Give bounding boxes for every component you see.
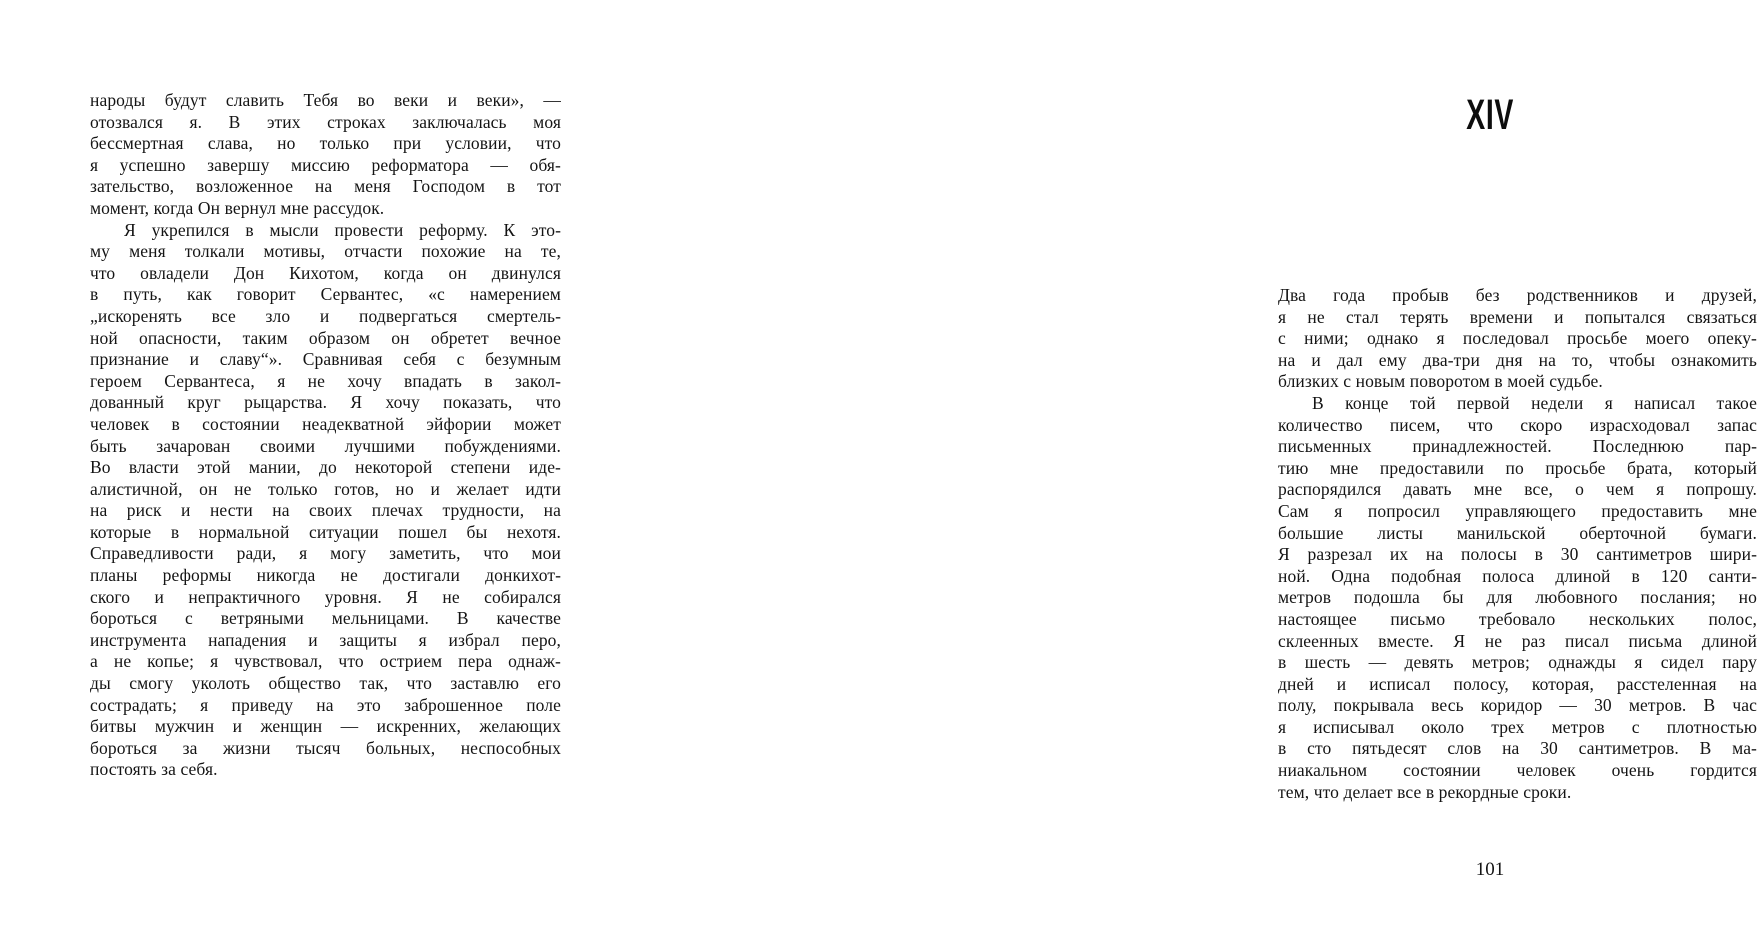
text-line: битвы мужчин и женщин — искренних, желающих	[90, 716, 561, 737]
text-line: постоять за себя.	[90, 759, 218, 780]
text-line: с ними; однако я последовал просьбе моего опеку-	[1278, 328, 1757, 349]
text-line: в шесть — девять метров; однажды я сидел пару	[1278, 652, 1757, 673]
text-line: на риск и нести на своих плечах трудности, на	[90, 500, 561, 521]
text-line: бороться с ветряными мельницами. В качестве	[90, 608, 561, 629]
text-line: инструмента нападения и защиты я избрал перо,	[90, 629, 561, 650]
text-line: метров подошла бы для любовного послания; но	[1278, 587, 1757, 608]
text-line: сострадать; я приведу на это заброшенное поле	[90, 694, 561, 715]
text-line: я исписывал около трех метров с плотностью	[1278, 716, 1757, 737]
text-line: бессмертная слава, но только при условии, что	[90, 133, 561, 154]
text-line: быть зачарован своими лучшими побуждениями.	[90, 435, 561, 456]
text-line: ды смогу уколоть общество так, что заставлю его	[90, 673, 561, 694]
paragraph	[1278, 393, 1757, 803]
text-line: ной. Одна подобная полоса длиной в 120 санти-	[1278, 565, 1757, 586]
text-line: а не копье; я чувствовал, что острием пера однаж-	[90, 651, 561, 672]
text-line: большие листы манильской оберточной бумаги.	[1278, 522, 1757, 543]
text-line: алистичной, он не только готов, но и желает идти	[90, 478, 561, 499]
text-line: я не стал терять времени и попытался связаться	[1278, 306, 1757, 327]
text-line: момент, когда Он вернул мне рассудок.	[90, 197, 385, 218]
text-line: тем, что делает все в рекордные сроки.	[1278, 781, 1572, 802]
chapter-number: XIV	[1466, 91, 1514, 139]
page-number: 101	[1475, 859, 1505, 880]
text-line: народы будут славить Тебя во веки и веки», —	[90, 90, 561, 110]
paragraph	[90, 90, 561, 220]
text-line: близких с новым поворотом в моей судьбе.	[1278, 371, 1603, 392]
text-line: в путь, как говорит Сервантес, «с намерением	[90, 284, 561, 305]
text-line: полу, покрывала весь коридор — 30 метров. В час	[1278, 695, 1757, 716]
left-page	[0, 0, 600, 937]
text-line: склеенных вместе. Я не раз писал письма длиной	[1278, 630, 1757, 651]
text-line: Два года пробыв без родственников и друзей,	[1278, 285, 1757, 305]
text-line: человек в состоянии неадекватной эйфории может	[90, 413, 561, 434]
text-line: бороться за жизни тысяч больных, неспособных	[90, 737, 561, 758]
text-line: зательство, возложенное на меня Господом в тот	[90, 176, 561, 197]
text-line: письменных принадлежностей. Последнюю пар-	[1278, 436, 1757, 457]
paragraph	[90, 220, 561, 781]
text-line: которые в нормальной ситуации пошел бы нехотя.	[90, 521, 561, 542]
text-line: признание и славу“». Сравнивая себя с безумным	[90, 349, 561, 370]
text-line: Я разрезал их на полосы в 30 сантиметров шири-	[1278, 544, 1757, 565]
text-line: ной опасности, таким образом он обретет вечное	[90, 327, 561, 348]
text-line: отозвался я. В этих строках заключалась моя	[90, 111, 561, 132]
text-line: в сто пятьдесят слов на 30 сантиметров. В ма-	[1278, 738, 1757, 759]
text-line: ниакальном состоянии человек очень гордится	[1278, 760, 1757, 781]
right-page-text	[1278, 285, 1757, 803]
text-line: Сам я попросил управляющего предоставить мне	[1278, 500, 1757, 521]
text-line: Справедливости ради, я могу заметить, что мои	[90, 543, 561, 564]
text-line: Я укрепился в мысли провести реформу. К это-	[124, 219, 561, 240]
text-line: „искоренять все зло и подвергаться смертель-	[90, 305, 561, 326]
text-line: на и дал ему два-три дня на то, чтобы ознакомить	[1278, 349, 1757, 370]
text-line: ского и непрактичного уровня. Я не собирался	[90, 586, 561, 607]
text-line: тию мне предоставили по просьбе брата, который	[1278, 457, 1757, 478]
text-line: В конце той первой недели я написал такое	[1312, 392, 1757, 413]
text-line: героем Сервантеса, я не хочу впадать в закол-	[90, 370, 561, 391]
text-line: я успешно завершу миссию реформатора — обя-	[90, 154, 561, 175]
text-line: что овладели Дон Кихотом, когда он двинулся	[90, 262, 561, 283]
text-line: му меня толкали мотивы, отчасти похожие на те,	[90, 241, 561, 262]
text-line: Во власти этой мании, до некоторой степени иде-	[90, 457, 561, 478]
text-line: дованный круг рыцарства. Я хочу показать, что	[90, 392, 561, 413]
left-page-text	[90, 90, 561, 781]
chapter-heading	[1406, 92, 1574, 138]
text-line: настоящее письмо требовало нескольких полос,	[1278, 608, 1757, 629]
text-line: распорядился давать мне все, о чем я попрошу.	[1278, 479, 1757, 500]
text-line: планы реформы никогда не достигали донкихот-	[90, 565, 561, 586]
text-line: дней и исписал полосу, которая, расстеленная на	[1278, 673, 1757, 694]
text-line: количество писем, что скоро израсходовал запас	[1278, 414, 1757, 435]
right-page	[600, 0, 1757, 937]
paragraph	[1278, 285, 1757, 393]
